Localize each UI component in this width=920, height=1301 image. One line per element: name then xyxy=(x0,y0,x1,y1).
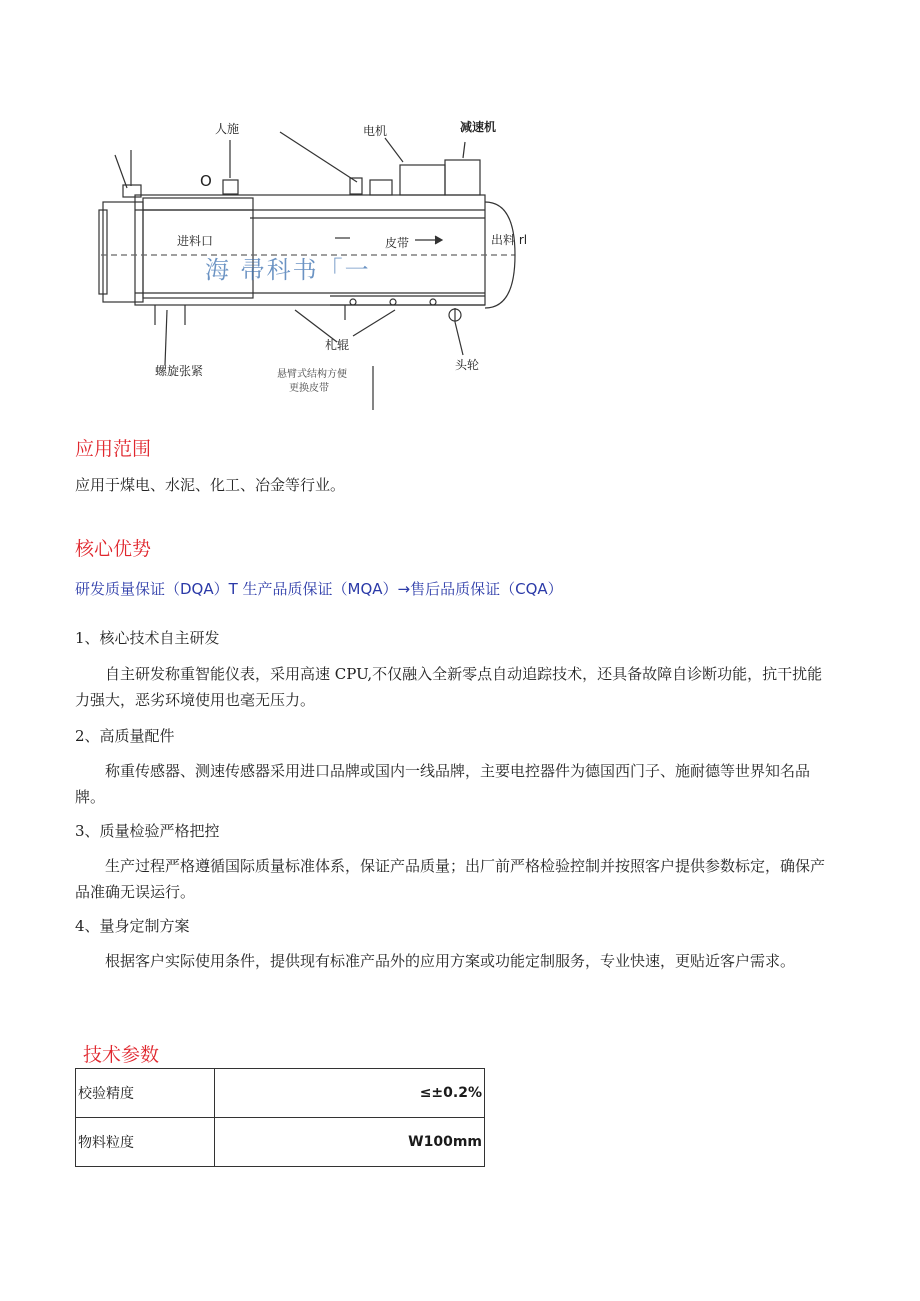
quality-chain: 研发质量保证（DQA）T 生产品质保证（MQA）→售后品质保证（CQA） xyxy=(75,580,563,598)
fig-watermark: 海 帚科书「一 xyxy=(205,256,371,284)
fig-label-outlet: 出料 rl xyxy=(491,233,528,247)
advantage-2-body: 称重传感器、测速传感器采用进口品牌或国内一线品牌，主要电控器件为德国西门子、施耐德等世界知名品牌。 xyxy=(75,762,811,806)
motor-body xyxy=(400,165,445,195)
fig-label-roller: 札辊 xyxy=(325,338,350,352)
advantage-2-heading: 2、高质量配件 xyxy=(75,727,175,745)
fig-label-head-wheel: 头轮 xyxy=(455,358,480,372)
advantage-3-heading: 3、质量检验严格把控 xyxy=(75,822,220,840)
reducer-body xyxy=(445,160,480,195)
param-value: W100mm xyxy=(215,1118,485,1167)
param-name: 校验精度 xyxy=(76,1069,215,1118)
table-row xyxy=(76,1118,485,1167)
tail-pulley-housing xyxy=(103,202,143,302)
application-text: 应用于煤电、水泥、化工、冶金等行业。 xyxy=(75,476,346,494)
fig-label-reducer: 减速机 xyxy=(460,120,497,134)
fig-note xyxy=(277,368,347,396)
advantage-4-heading: 4、量身定制方案 xyxy=(75,917,190,935)
fig-label-top-left: 人施 xyxy=(215,122,240,136)
table-row xyxy=(76,1069,485,1118)
fig-label-spiral: 螺旋张紧 xyxy=(155,364,204,378)
fig-note-line2: 更换皮带 xyxy=(289,383,329,394)
params-title: 技术参数 xyxy=(83,1044,160,1066)
advantage-4-body: 根据客户实际使用条件，提供现有标准产品外的应用方案或功能定制服务，专业快速，更贴近客户需求。 xyxy=(105,952,796,970)
fig-note-line1: 悬臂式结构方便 xyxy=(277,369,347,380)
feeder-structure-diagram xyxy=(95,110,545,420)
application-title: 应用范围 xyxy=(75,438,152,460)
fig-label-circle: O xyxy=(200,172,212,190)
advantage-1-body: 自主研发称重智能仪表，采用高速 CPU,不仅融入全新零点自动追踪技术，还具备故障自诊断功能，抗干扰能力强大，恶劣环境使用也毫无压力。 xyxy=(75,665,823,709)
param-name: 物料粒度 xyxy=(76,1118,215,1167)
params-table xyxy=(75,1068,485,1167)
advantages-title: 核心优势 xyxy=(75,538,152,560)
fig-label-inlet: 进料口 xyxy=(177,234,214,248)
advantage-1-heading: 1、核心技术自主研发 xyxy=(75,629,220,647)
fig-label-belt: 皮带 xyxy=(385,236,410,250)
advantage-3-body: 生产过程严格遵循国际质量标准体系，保证产品质量；出厂前严格检验控制并按照客户提供参数标定，确保产品准确无误运行。 xyxy=(75,857,826,901)
param-value: ≤±0.2% xyxy=(215,1069,485,1118)
fig-label-motor: 电机 xyxy=(363,124,388,138)
